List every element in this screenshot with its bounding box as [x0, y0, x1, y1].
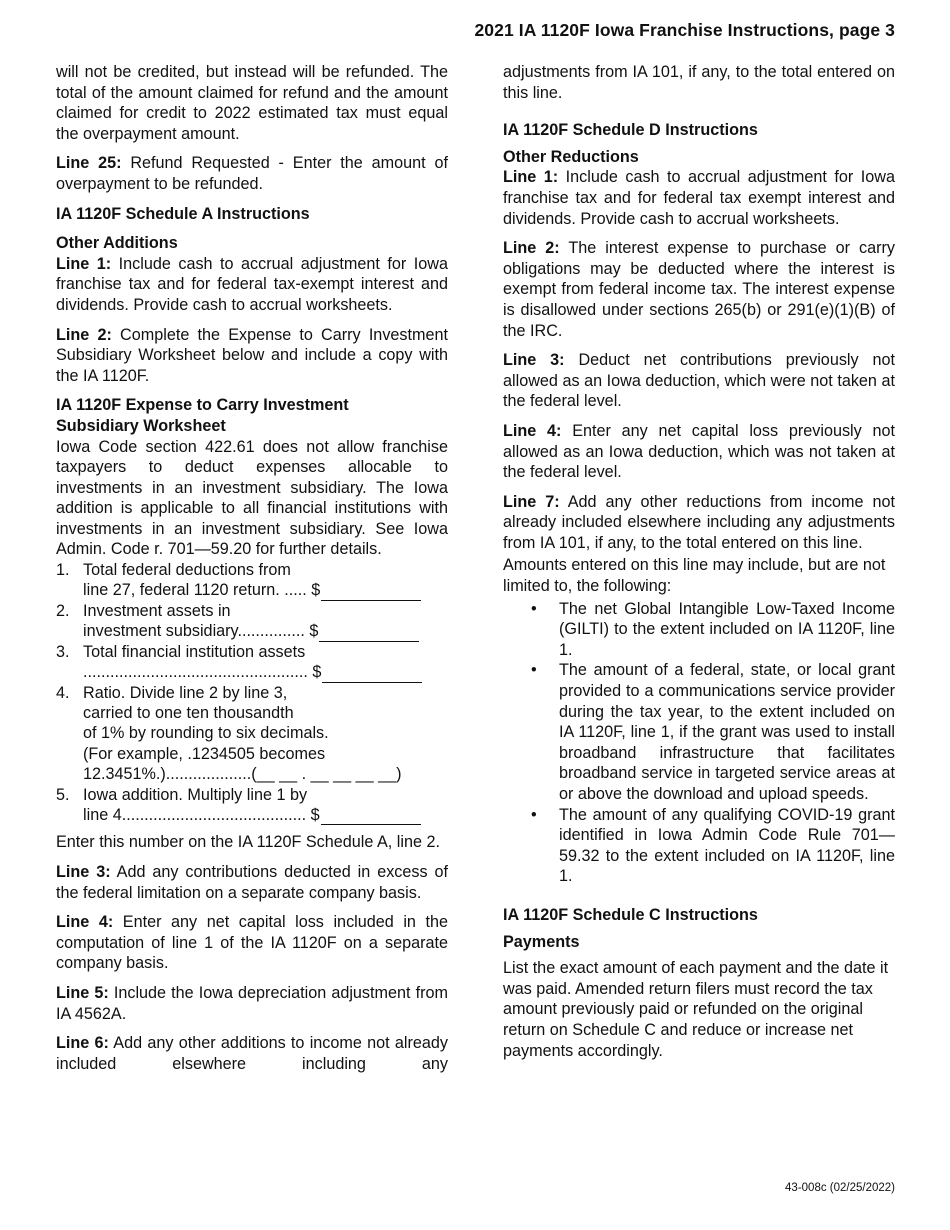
schedule-a-line-2-text: Complete the Expense to Carry Investment Subsidiary Worksheet below and include a copy with the IA 1120F. [56, 325, 448, 385]
bullet-icon: • [531, 805, 537, 824]
worksheet-item-line: .................................................. $ [83, 663, 322, 682]
enter-number-instruction: Enter this number on the IA 1120F Schedule A, line 2. [56, 833, 440, 852]
reductions-bullet-list [503, 599, 895, 887]
worksheet-heading: IA 1120F Expense to Carry Investment Subsidiary Worksheet [56, 396, 349, 435]
payments-heading: Payments [503, 932, 580, 951]
amounts-intro: Amounts entered on this line may include, but are not limited to, the following: [503, 556, 886, 596]
other-additions-heading: Other Additions [56, 234, 178, 253]
schedule-a-line-4-label: Line 4: [56, 913, 114, 932]
worksheet-item-2 [56, 601, 448, 642]
bullet-icon: • [531, 599, 537, 618]
bullet-item-covid-grant [503, 805, 895, 887]
schedule-d-line-4-text: Enter any net capital loss previously not allowed as an Iowa deduction, which was not taken at the federal level. [503, 421, 896, 482]
worksheet-item-number: 1. [56, 561, 70, 580]
worksheet-item-number: 2. [56, 601, 70, 620]
worksheet-item-2-input[interactable] [319, 624, 419, 642]
worksheet-item-line: Iowa addition. Multiply line 1 by [83, 785, 308, 804]
schedule-a-line-4 [56, 912, 448, 974]
form-id-footer: 43-008c (02/25/2022) [785, 1182, 895, 1194]
bullet-text: The net Global Intangible Low-Taxed Income (GILTI) to the extent included on IA 1120F, line 1. [559, 599, 895, 659]
schedule-d-line-1-label: Line 1: [503, 168, 559, 187]
schedule-a-line-5-text: Include the Iowa depreciation adjustment from IA 4562A. [56, 983, 448, 1023]
worksheet-item-line: Total financial institution assets [83, 642, 306, 661]
schedule-d-line-2 [503, 238, 895, 341]
schedule-d-line-3-label: Line 3: [503, 351, 565, 370]
worksheet-ratio-input[interactable]: 12.3451%.)...................(__ __ . __ __ __ __) [83, 765, 402, 784]
schedule-a-line-3 [56, 862, 448, 903]
worksheet-intro: Iowa Code section 422.61 does not allow franchise taxpayers to deduct expenses allocable to investments in an investment subsidiary. The Iowa addition is applicable to all financial institutions with investments in an investment subsidiary. See Iowa Admin. Code r. 701—59.20 for further details. [56, 437, 448, 559]
schedule-a-heading: IA 1120F Schedule A Instructions [56, 204, 310, 223]
right-column [503, 62, 895, 1070]
worksheet-item-line: investment subsidiary............... $ [83, 622, 319, 641]
schedule-a-line-5-label: Line 5: [56, 983, 109, 1002]
schedule-d-line-1 [503, 167, 895, 229]
bullet-icon: • [531, 661, 537, 680]
page-header-title: 2021 IA 1120F Iowa Franchise Instructions, page 3 [474, 20, 895, 40]
worksheet-item-line: carried to one ten thousandth [83, 703, 294, 722]
schedule-d-line-1-text: Include cash to accrual adjustment for Iowa franchise tax and for federal tax exempt interest and dividends. Provide cash to accrual worksheets. [503, 168, 895, 228]
worksheet-item-3 [56, 642, 448, 683]
schedule-a-line-3-text: Add any contributions deducted in excess of the federal limitation on a separate company basis. [56, 862, 449, 902]
payments-text: List the exact amount of each payment and the date it was paid. Amended return filers must record the tax amount previously paid or refunded on the original return on Schedule C and reduce or increase net payments accordingly. [503, 959, 889, 1060]
schedule-a-line-4-text: Enter any net capital loss included in the computation of line 1 of the IA 1120F on a separate company basis. [56, 913, 448, 973]
line-25-text: Refund Requested - Enter the amount of overpayment to be refunded. [56, 154, 448, 193]
schedule-d-line-7 [503, 492, 895, 554]
schedule-d-heading: IA 1120F Schedule D Instructions [503, 121, 758, 140]
worksheet-item-line: line 4......................................... $ [83, 805, 320, 824]
bullet-text: The amount of any qualifying COVID-19 grant identified in Iowa Admin Code Rule 701—59.32 to the extent included on IA 1120F, line 1. [559, 805, 895, 886]
worksheet-item-1-input[interactable] [321, 583, 421, 601]
schedule-a-line-1-label: Line 1: [56, 254, 112, 273]
worksheet-item-5-input[interactable] [321, 807, 421, 825]
bullet-text: The amount of a federal, state, or local grant provided to a communications service provider during the tax year, to the extent included on IA 1120F, line 1, if the grant was used to install broadband infrastructure that facilitates broadband service in targeted service areas at or above the download and upload speeds. [559, 661, 895, 803]
bullet-item-broadband-grant [503, 660, 895, 804]
schedule-d-line-2-text: The interest expense to purchase or carry obligations may be deducted where the interest is exempt from federal income tax. The interest expense is disallowed under sections 265(b) or 291(e)(1)(B) of the IRC. [503, 239, 895, 340]
schedule-d-line-4 [503, 421, 895, 483]
bullet-item-gilti [503, 599, 895, 661]
schedule-d-line-3-text: Deduct net contributions previously not allowed as an Iowa deduction, which were not taken at the federal level. [503, 351, 895, 411]
schedule-d-line-4-label: Line 4: [503, 421, 562, 440]
line-25-label: Line 25: [56, 154, 122, 173]
schedule-a-line-2 [56, 325, 448, 387]
worksheet-item-number: 3. [56, 642, 70, 661]
schedule-a-line-6-label: Line 6: [56, 1034, 109, 1053]
overpayment-continuation: will not be credited, but instead will be refunded. The total of the amount claimed for refund and the amount claimed for credit to 2022 estimated tax must equal the overpayment amount. [56, 63, 448, 143]
schedule-a-line-6-text: Add any other additions to income not already included elsewhere including any [56, 1034, 448, 1073]
worksheet-item-4 [56, 683, 448, 785]
schedule-d-line-7-label: Line 7: [503, 492, 560, 511]
worksheet-item-line: Ratio. Divide line 2 by line 3, [83, 683, 288, 702]
schedule-d-line-7-text: Add any other reductions from income not already included elsewhere including any adjustments from IA 101, if any, to the total entered on this line. [503, 492, 895, 552]
line-6-continuation: adjustments from IA 101, if any, to the total entered on this line. [503, 63, 895, 102]
worksheet-item-line: Investment assets in [83, 601, 231, 620]
worksheet-list [56, 560, 448, 825]
schedule-d-line-2-label: Line 2: [503, 239, 560, 258]
worksheet-item-number: 5. [56, 785, 70, 804]
worksheet-item-line: Total federal deductions from [83, 561, 291, 580]
schedule-a-line-5 [56, 983, 448, 1024]
schedule-a-line-3-label: Line 3: [56, 862, 111, 881]
worksheet-item-number: 4. [56, 683, 70, 702]
schedule-a-line-1 [56, 254, 448, 316]
other-reductions-heading: Other Reductions [503, 147, 639, 166]
line-25-paragraph [56, 153, 448, 194]
worksheet-item-line: line 27, federal 1120 return. ..... $ [83, 581, 321, 600]
schedule-c-heading: IA 1120F Schedule C Instructions [503, 905, 758, 924]
schedule-d-line-3 [503, 350, 895, 412]
schedule-a-line-1-text: Include cash to accrual adjustment for Iowa franchise tax and for federal tax-exempt interest and dividends. Provide cash to accrual worksheets. [56, 254, 448, 314]
worksheet-item-line: of 1% by rounding to six decimals. [83, 724, 329, 743]
worksheet-item-1 [56, 560, 448, 601]
worksheet-item-5 [56, 785, 448, 826]
left-column [56, 62, 448, 1083]
schedule-a-line-6 [56, 1033, 448, 1074]
worksheet-item-3-input[interactable] [322, 665, 422, 683]
worksheet-item-line: (For example, .1234505 becomes [83, 744, 326, 763]
schedule-a-line-2-label: Line 2: [56, 325, 112, 344]
